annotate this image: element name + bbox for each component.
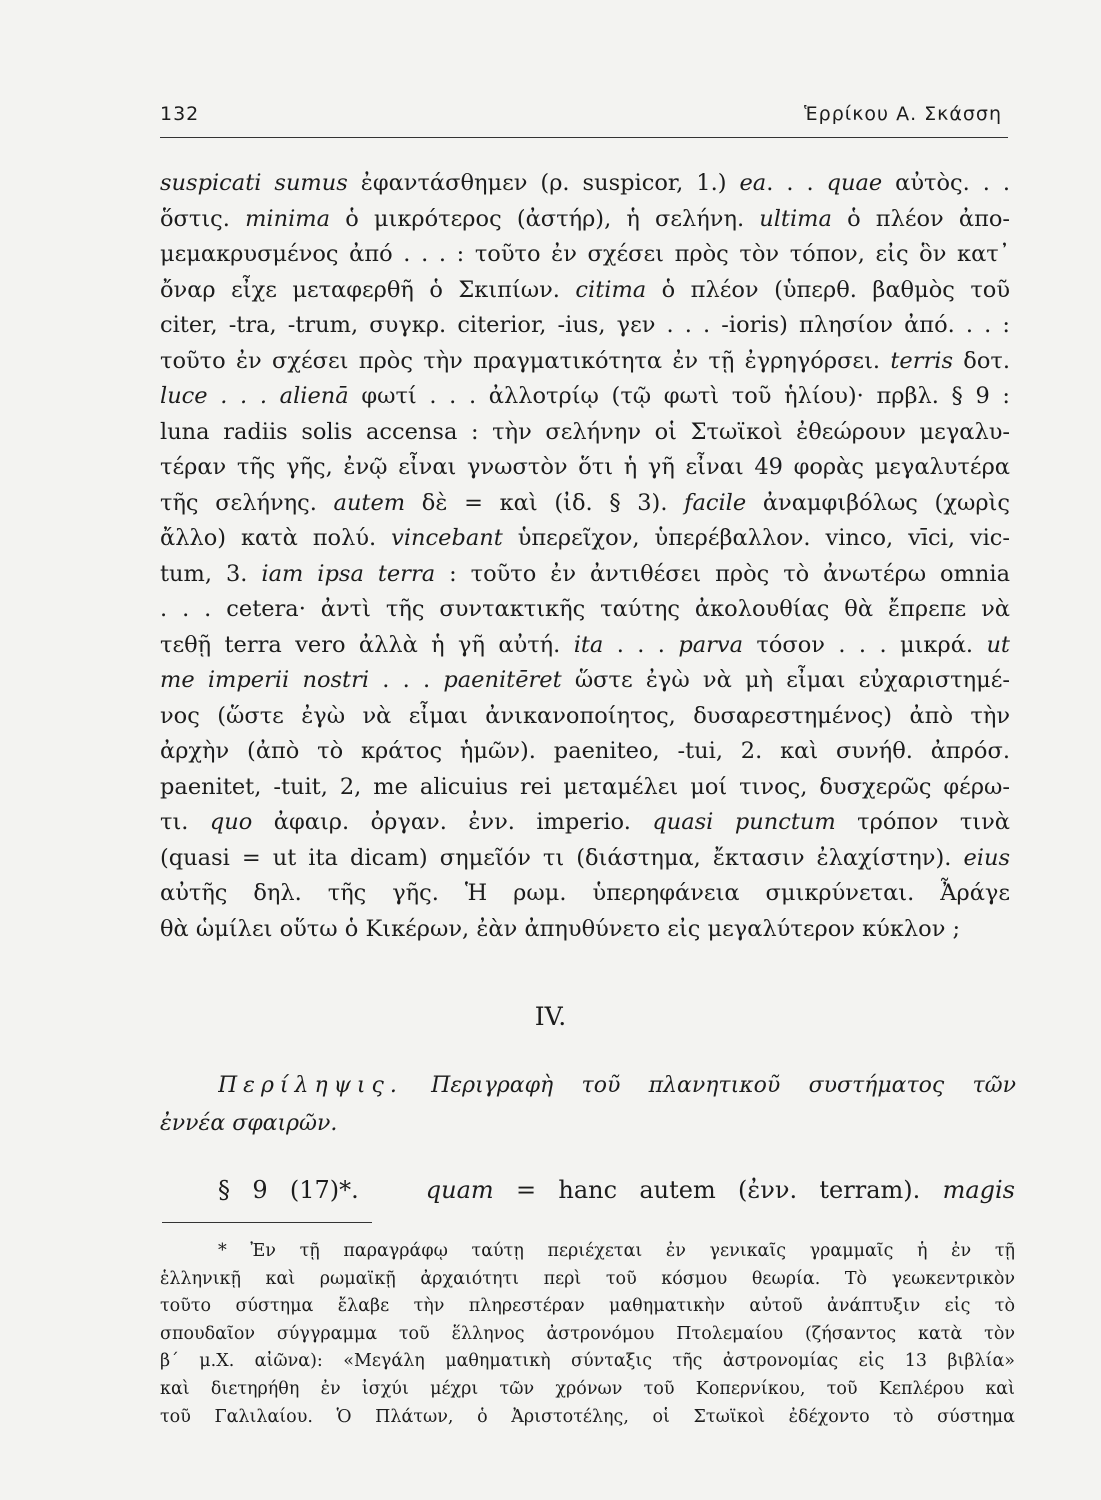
text-segment: ὁ πλέον (ὑπερθ. βαθμὸς τοῦ [646, 276, 1010, 303]
text-line [160, 557, 1010, 593]
text-segment: . . . [369, 667, 444, 693]
text-segment: eius [963, 844, 1010, 871]
text-segment: φωτί . . . ἀλλοτρίῳ (τῷ φωτὶ τοῦ ἡλίου)· πρβλ. § 9 : [348, 383, 1010, 409]
text-segment: . . . cetera· ἀντὶ τῆς συντακτικῆς ταύτης ἀκολουθίας θὰ ἔπρεπε νὰ [160, 596, 1010, 622]
text-segment: ἐφαντάσθημεν (ρ. suspicor, 1.) [347, 170, 740, 196]
text-line [160, 344, 1010, 380]
header-rule [160, 137, 1008, 138]
text-segment: τοῦτο ἐν σχέσει πρὸς τὴν πραγματικότητα ἐν τῇ ἐγρηγόρσει. [160, 347, 891, 374]
text-segment: (quasi = ut ita dicam) σημεῖόν τι (διάστημα, ἔκτασιν ἐλαχίστην). [160, 844, 964, 871]
text-line [160, 166, 1010, 202]
text-segment: νος (ὥστε ἐγὼ νὰ εἶμαι ἀνικανοποίητος, δυσαρεστημένος) ἀπὸ τὴν [160, 702, 1010, 729]
text-line [160, 592, 1010, 628]
text-segment: iam ipsa terra [261, 560, 436, 587]
text-segment: : τοῦτο ἐν ἀντιθέσει πρὸς τὸ ἀνωτέρω omnia [435, 560, 1010, 587]
text-segment: δοτ. [953, 347, 1010, 374]
text-segment: ut [986, 631, 1010, 658]
footnote-rule [162, 1222, 372, 1223]
text-segment: ὁ πλέον ἀπο- [831, 205, 1010, 232]
text-segment: ea [739, 170, 767, 196]
page-number: 132 [160, 103, 200, 125]
text-line [160, 841, 1010, 877]
text-line [160, 912, 1010, 948]
commentary-text [160, 166, 1010, 947]
footnote-line: * Ἐν τῇ παραγράφῳ ταύτῃ περιέχεται ἐν γενικαῖς γραμμαῖς ἡ ἐν τῇ [218, 1241, 1015, 1261]
text-line [160, 202, 1010, 238]
footnote-line: καὶ διετηρήθη ἐν ἰσχύι μέχρι τῶν χρόνων τοῦ Κοπερνίκου, τοῦ Κεπλέρου καὶ [160, 1378, 1015, 1399]
text-line [160, 734, 1010, 770]
text-segment: ἀφαιρ. ὀργαν. ἐνν. imperio. [252, 809, 653, 835]
text-segment: ἄλλο) κατὰ πολύ. [160, 525, 392, 551]
text-segment: μεμακρυσμένος ἀπό . . . : τοῦτο ἐν σχέσει πρὸς τὸν τόπον, εἰς ὃν κατ᾿ [160, 241, 1010, 267]
text-segment: tum, 3. [160, 560, 262, 587]
text-segment: τόσον . . . μικρά. [743, 631, 987, 658]
text-segment: ὑπερεῖχον, ὑπερέβαλλον. vinco, vīci, vic- [502, 525, 1010, 551]
footnote-line: σπουδαῖον σύγγραμμα τοῦ ἕλληνος ἀστρονόμου Πτολεμαίου (ζήσαντος κατὰ τὸν [160, 1323, 1015, 1344]
text-segment: τέραν τῆς γῆς, ἐνῷ εἶναι γνωστὸν ὅτι ἡ γῆ εἶναι 49 φορὰς μεγαλυτέρα [160, 454, 1010, 480]
text-segment: ὁ μικρότερος (ἀστήρ), ἡ σελήνη. [330, 205, 760, 232]
text-segment: ἀρχὴν (ἀπὸ τὸ κράτος ἡμῶν). paeniteo, -tui, 2. καὶ συνήθ. ἀπρόσ. [160, 738, 1010, 764]
text-segment: suspicati sumus [160, 170, 348, 196]
text-line [160, 663, 1010, 699]
text-segment: τι. [160, 809, 210, 835]
text-line [160, 876, 1010, 912]
text-segment: τεθῇ terra vero ἀλλὰ ἡ γῆ αὐτή. [160, 631, 574, 658]
text-segment: ultima [759, 205, 832, 232]
text-segment: αὐτῆς δηλ. τῆς γῆς. Ἡ ρωμ. ὑπερηφάνεια σμικρύνεται. Ἆράγε [160, 880, 1010, 906]
summary-label: Περίληψις. [218, 1073, 403, 1098]
running-head: Ἑρρίκου Α. Σκάσση [804, 103, 1002, 125]
lemma-gloss: = hanc autem (ἐνν. terram). [493, 1176, 943, 1204]
text-segment: quae [826, 170, 883, 196]
text-segment: ὥστε ἐγὼ νὰ μὴ εἶμαι εὐχαριστημέ- [561, 667, 1010, 693]
text-line [160, 237, 1010, 273]
summary-text-cont: ἐννέα σφαιρῶν. [160, 1111, 338, 1136]
text-segment: citima [575, 276, 647, 303]
text-segment: αὐτὸς. . . [882, 170, 1010, 196]
text-segment: minima [245, 205, 331, 232]
lemma-magis: magis [942, 1176, 1015, 1204]
summary-heading [218, 1068, 1016, 1104]
paragraph-ref: § 9 (17)*. [218, 1176, 359, 1204]
footnote-line: β΄ μ.Χ. αἰῶνα): «Μεγάλη μαθηματικὴ σύνταξις τῆς ἀστρονομίας εἰς 13 βιβλία» [160, 1351, 1015, 1372]
text-segment: δὲ = καὶ (ἰδ. § 3). [405, 489, 685, 516]
text-segment: paenitēret [443, 667, 562, 693]
summary-heading-continued [160, 1106, 958, 1142]
text-segment: ἀναμφιβόλως (χωρὶς [746, 489, 1010, 516]
text-line [160, 805, 1010, 841]
lemma-quam: quam [425, 1176, 494, 1204]
text-segment: ὄναρ εἶχε μεταφερθῆ ὁ Σκιπίων. [160, 276, 576, 303]
footnote-line: τοῦτο σύστημα ἔλαβε τὴν πληρεστέραν μαθηματικὴν αὐτοῦ ἀνάπτυξιν εἰς τὸ [160, 1296, 1015, 1317]
text-segment: terris [890, 347, 953, 374]
text-segment: vincebant [391, 525, 503, 551]
text-segment: luna radiis solis accensa : τὴν σελήνην οἱ Στωϊκοὶ ἐθεώρουν μεγαλυ- [160, 418, 1010, 445]
text-line [160, 486, 1010, 522]
section-numeral: IV. [534, 1002, 567, 1031]
text-line [160, 308, 1010, 344]
text-segment: citer, -tra, -trum, συγκρ. citerior, -ius, γεν . . . -ioris) πλησίον ἀπό. . . : [160, 312, 1010, 338]
text-segment: paenitet, -tuit, 2, me alicuius rei μεταμέλει μοί τινος, δυσχερῶς φέρω- [160, 773, 1010, 800]
text-segment: quo [209, 809, 253, 835]
text-line [160, 770, 1010, 806]
text-line [160, 379, 1010, 415]
text-segment: ὅστις. [160, 205, 246, 232]
text-segment: me imperii nostri [160, 667, 370, 693]
text-segment: τῆς σελήνης. [160, 489, 334, 516]
text-segment: θὰ ὡμίλει οὕτω ὁ Κικέρων, ἐὰν ἀπηυθύνετο εἰς μεγαλύτερον κύκλον ; [160, 915, 961, 942]
text-segment: ita [573, 631, 604, 658]
text-segment: autem [333, 489, 406, 516]
text-line [160, 273, 1010, 309]
summary-text: Περιγραφὴ τοῦ πλανητικοῦ συστήματος τῶν [402, 1073, 1016, 1098]
text-segment: quasi punctum [652, 809, 836, 835]
text-line [160, 628, 1010, 664]
footnote-line: ἑλληνικῇ καὶ ρωμαϊκῇ ἀρχαιότητι περὶ τοῦ κόσμου θεωρία. Τὸ γεωκεντρικὸν [160, 1268, 1015, 1289]
text-segment: . . . [603, 631, 679, 658]
text-segment: τρόπον τινὰ [835, 809, 1010, 835]
text-segment: parva [678, 631, 744, 658]
text-segment: facile [684, 489, 747, 516]
text-line [160, 415, 1010, 451]
text-line [160, 450, 1010, 486]
text-line [160, 521, 1010, 557]
text-line [160, 699, 1010, 735]
text-segment: luce . . . alienā [160, 383, 349, 409]
text-segment: . . . [766, 170, 827, 196]
paragraph-line [218, 1173, 1015, 1209]
footnote-line: τοῦ Γαλιλαίου. Ὁ Πλάτων, ὁ Ἀριστοτέλης, οἱ Στωϊκοὶ ἐδέχοντο τὸ σύστημα [160, 1406, 1015, 1427]
footnote [160, 1238, 1015, 1431]
